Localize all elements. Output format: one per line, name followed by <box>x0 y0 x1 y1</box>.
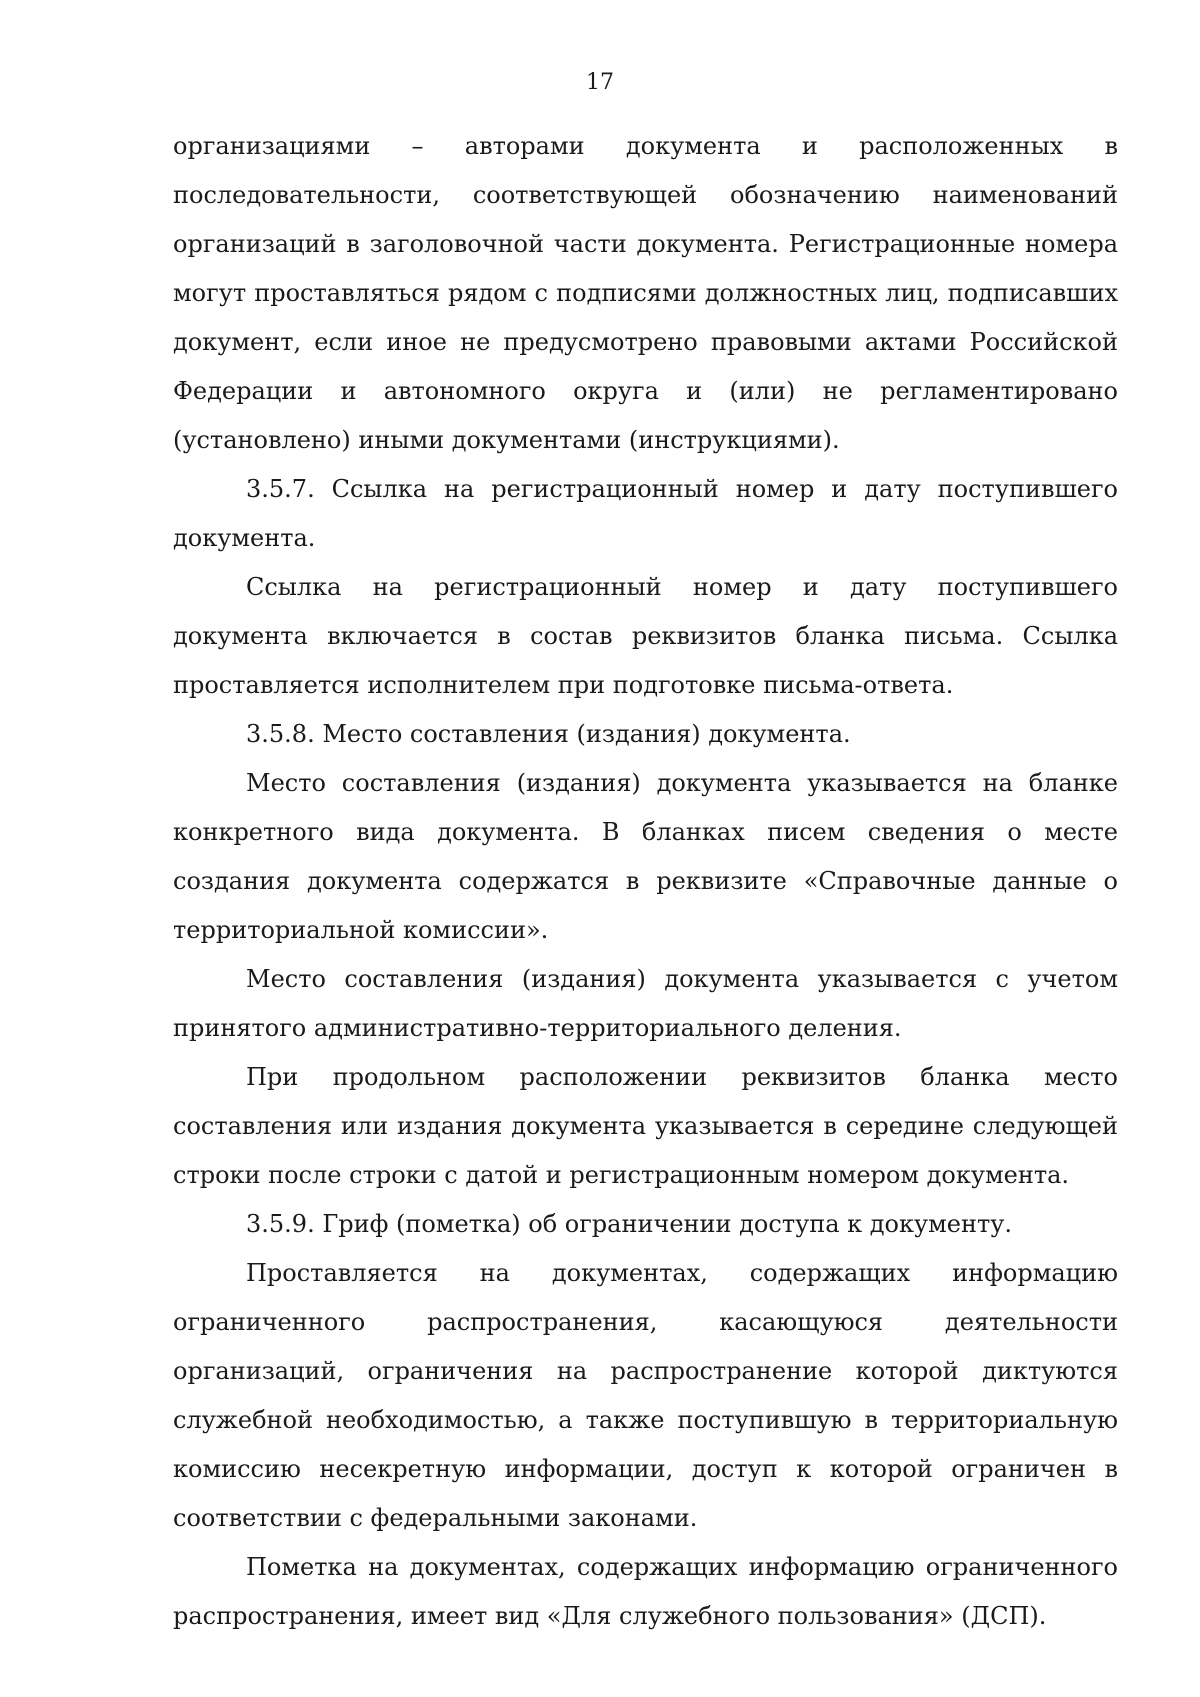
document-body <box>173 122 1118 1641</box>
paragraph-place-longitudinal: При продольном расположении реквизитов бланка место составления или издания документа указывается в середине следующей строки после строки с датой и регистрационным номером документа. <box>173 1063 1118 1189</box>
paragraph-place-on-form: Место составления (издания) документа указывается на бланке конкретного вида документа. В бланках писем сведения о месте создания документа содержатся в реквизите «Справочные данные о территориальной комиссии». <box>173 769 1118 944</box>
heading-3-5-9: 3.5.9. Гриф (пометка) об ограничении доступа к документу. <box>246 1210 1013 1238</box>
paragraph-registration-numbers: организациями – авторами документа и расположенных в последовательности, соответствующей обозначению наименований организаций в заголовочной части документа. Регистрационные номера могут проставляться рядом с подписями должностных лиц, подписавших документ, если иное не предусмотрено правовыми актами Российской Федерации и автономного округа и (или) не регламентировано (установлено) иными документами (инструкциями). <box>173 132 1118 454</box>
heading-3-5-8: 3.5.8. Место составления (издания) документа. <box>246 720 851 748</box>
paragraph-place-territorial-division: Место составления (издания) документа указывается с учетом принятого административно-территориального деления. <box>173 965 1118 1042</box>
page-number: 17 <box>586 70 614 95</box>
paragraph-reference-number: Ссылка на регистрационный номер и дату поступившего документа включается в состав реквизитов бланка письма. Ссылка проставляется исполнителем при подготовке письма-ответа. <box>173 573 1118 699</box>
paragraph-dsp-mark: Пометка на документах, содержащих информацию ограниченного распространения, имеет вид «Для служебного пользования» (ДСП). <box>173 1553 1118 1630</box>
heading-3-5-7: 3.5.7. Ссылка на регистрационный номер и дату поступившего документа. <box>173 475 1118 552</box>
paragraph-restricted-info: Проставляется на документах, содержащих информацию ограниченного распространения, касающуюся деятельности организаций, ограничения на распространение которой диктуются служебной необходимостью, а также поступившую в территориальную комиссию несекретную информации, доступ к которой ограничен в соответствии с федеральными законами. <box>173 1259 1118 1532</box>
